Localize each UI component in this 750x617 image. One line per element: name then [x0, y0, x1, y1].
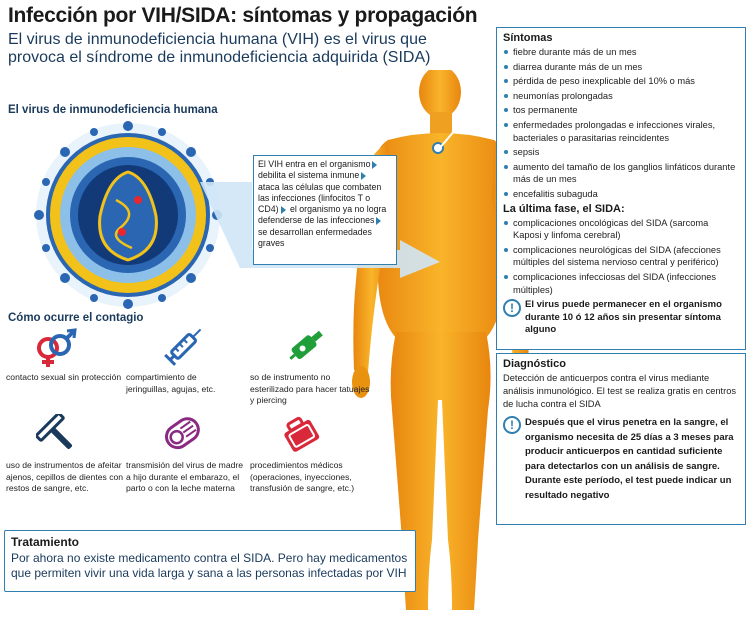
- exclamation-icon: !: [503, 416, 521, 434]
- last-phase-item: complicaciones neurológicas del SIDA (afecciones múltiples del sistema nervioso central y periférico): [503, 244, 739, 269]
- callout-step: se desarrollan enfermedades graves: [258, 226, 372, 249]
- contagion-tattoo-text: so de instrumento no esterilizado para hacer tatuajes y piercing: [250, 372, 370, 405]
- baby-icon: [160, 412, 206, 456]
- tattoo-machine-icon: [284, 324, 330, 368]
- last-phase-item: complicaciones infecciosas del SIDA (infecciones múltiples): [503, 271, 739, 296]
- symptoms-panel: [496, 27, 746, 350]
- symptoms-heading: Síntomas: [503, 32, 553, 44]
- arrow-right-icon: [376, 217, 381, 225]
- page-subtitle: El virus de inmunodeficiencia humana (VIH) es el virus que provoca el síndrome de inmunodeficiencia adquirida (SIDA): [8, 31, 431, 66]
- symptom-item: aumento del tamaño de los ganglios linfáticos durante más de un mes: [503, 161, 739, 186]
- contagion-mother-child-text: transmisión del virus de madre a hijo durante el embarazo, el parto o con la leche materna: [126, 460, 244, 493]
- contagion-razor-text: uso de instrumentos de afeitar ajenos, cepillos de dientes con restos de sangre, etc.: [6, 460, 124, 493]
- symptom-item: enfermedades prolongadas e infecciones virales, bacteriales o parasitarias reincidentes: [503, 119, 739, 144]
- symptom-item: tos permanente: [503, 104, 739, 117]
- infection-process-callout: [253, 155, 397, 265]
- diagnosis-warning-text: Después que el virus penetra en la sangre, el organismo necesita de 25 días a 3 meses para producir anticuerpos en cantidad suficiente para detectarlos con un análisis de sangre. Durante este período, el test puede indicar un resultado negativo: [525, 417, 734, 501]
- last-phase-item: complicaciones oncológicas del SIDA (sarcoma Kaposi y linfoma cerebral): [503, 217, 739, 242]
- symptom-item: diarrea durante más de un mes: [503, 61, 739, 74]
- callout-step: debilita el sistema inmune: [258, 170, 360, 181]
- virus-label: El virus de inmunodeficiencia humana: [8, 104, 218, 116]
- symptom-item: sepsis: [503, 146, 739, 159]
- arrow-right-icon: [281, 206, 286, 214]
- sex-symbols-icon: [32, 328, 78, 368]
- symptoms-warning-text: El virus puede permanecer en el organismo durante 10 ó 12 años sin presentar síntoma alguno: [525, 299, 722, 336]
- diagnosis-warning: [503, 416, 739, 503]
- contagion-syringe-text: compartimiento de jeringuillas, agujas, etc.: [126, 372, 216, 394]
- arrow-right-icon: [372, 161, 377, 169]
- contagion-medical-text: procedimientos médicos (operaciones, inyecciones, transfusión de sangre, etc.): [250, 460, 355, 493]
- page-title: Infección por VIH/SIDA: síntomas y propagación: [8, 4, 478, 27]
- virus-illustration: [28, 120, 228, 310]
- diagnosis-panel: [496, 353, 746, 525]
- last-phase-heading: La última fase, el SIDA:: [503, 202, 625, 215]
- diagnosis-heading: Diagnóstico: [503, 358, 566, 370]
- razor-icon: [36, 414, 80, 456]
- treatment-text: Por ahora no existe medicamento contra el SIDA. Pero hay medicamentos que permiten vivir una vida larga y sana a las personas infectadas por VIH: [11, 551, 408, 580]
- symptom-item: encefalitis subaguda: [503, 188, 739, 201]
- contagion-sexual-text: contacto sexual sin protección: [6, 372, 122, 382]
- callout-step: el organismo ya no logra defenderse de las infecciones: [258, 204, 387, 226]
- treatment-panel: [4, 530, 416, 592]
- symptoms-warning: [503, 299, 739, 337]
- callout-step: El VIH entra en el organismo: [258, 159, 371, 169]
- symptom-item: pérdida de peso inexplicable del 10% o más: [503, 75, 739, 88]
- arrow-right-icon: [361, 172, 366, 180]
- syringe-icon: [160, 322, 210, 368]
- exclamation-icon: !: [503, 299, 521, 317]
- medical-bag-icon: [280, 412, 326, 456]
- symptom-pointer-line: [438, 80, 498, 155]
- treatment-heading: Tratamiento: [11, 535, 80, 549]
- symptom-item: neumonías prolongadas: [503, 90, 739, 103]
- diagnosis-text: Detección de anticuerpos contra el virus mediante análisis inmunológico. El test se realiza gratis en centros de lucha contra el SIDA: [503, 373, 737, 409]
- contagion-label: Cómo ocurre el contagio: [8, 312, 144, 324]
- callout-step: ataca las células que combaten las infecciones (linfocitos T o CD4): [258, 181, 382, 215]
- symptom-item: fiebre durante más de un mes: [503, 46, 739, 59]
